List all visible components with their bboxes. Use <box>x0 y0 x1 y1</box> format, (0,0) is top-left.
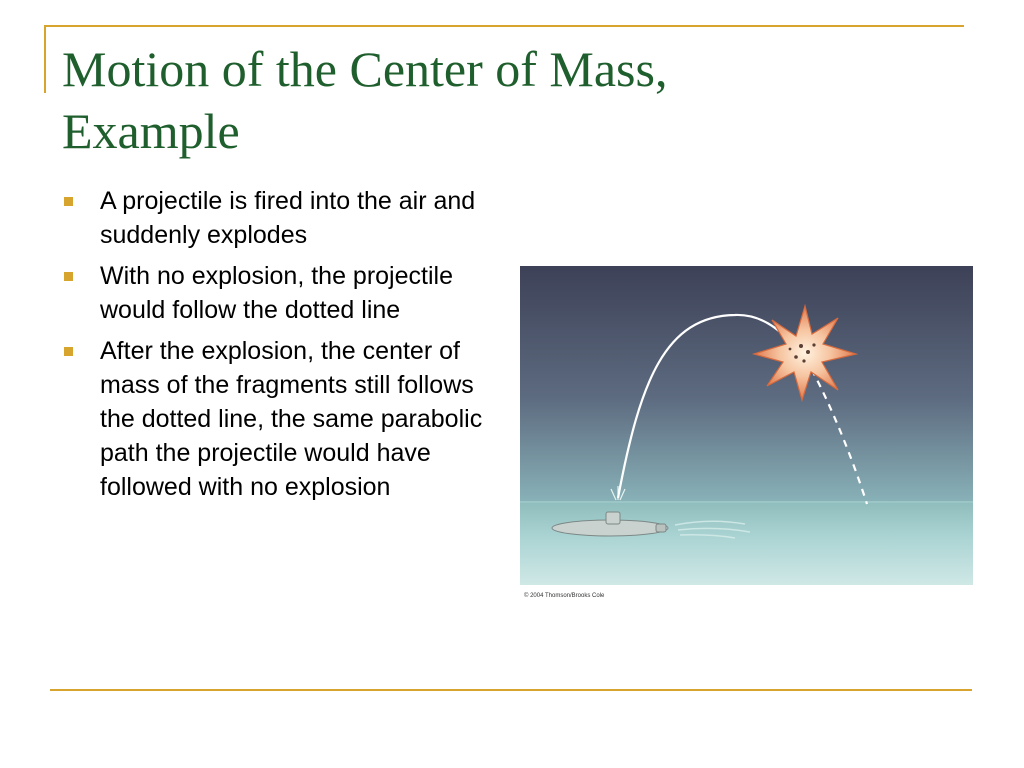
bullet-text: A projectile is fired into the air and suddenly explodes <box>100 187 476 249</box>
sky <box>520 266 973 506</box>
projectile-explosion-illustration <box>520 266 973 585</box>
bullet-item <box>62 259 492 327</box>
figure-credit: © 2004 Thomson/Brooks Cole <box>524 593 605 599</box>
bullet-item <box>62 334 492 504</box>
square-bullet-icon <box>64 347 73 356</box>
square-bullet-icon <box>64 197 73 206</box>
left-rule <box>44 25 46 93</box>
title-line-1: Motion of the Center of Mass, <box>62 41 668 97</box>
bullet-item <box>62 184 492 252</box>
bullet-list <box>62 184 492 511</box>
top-rule <box>44 25 964 27</box>
bottom-rule <box>50 689 972 691</box>
square-bullet-icon <box>64 272 73 281</box>
bullet-text: With no explosion, the projectile would follow the dotted line <box>100 262 453 324</box>
title-line-2: Example <box>62 103 240 159</box>
sea <box>520 502 973 585</box>
illustration-svg <box>520 266 973 585</box>
slide-title <box>62 38 962 162</box>
bullet-text: After the explosion, the center of mass of the fragments still follows the dotted line, the same parabolic path the projectile would have followed with no explosion <box>100 337 483 501</box>
